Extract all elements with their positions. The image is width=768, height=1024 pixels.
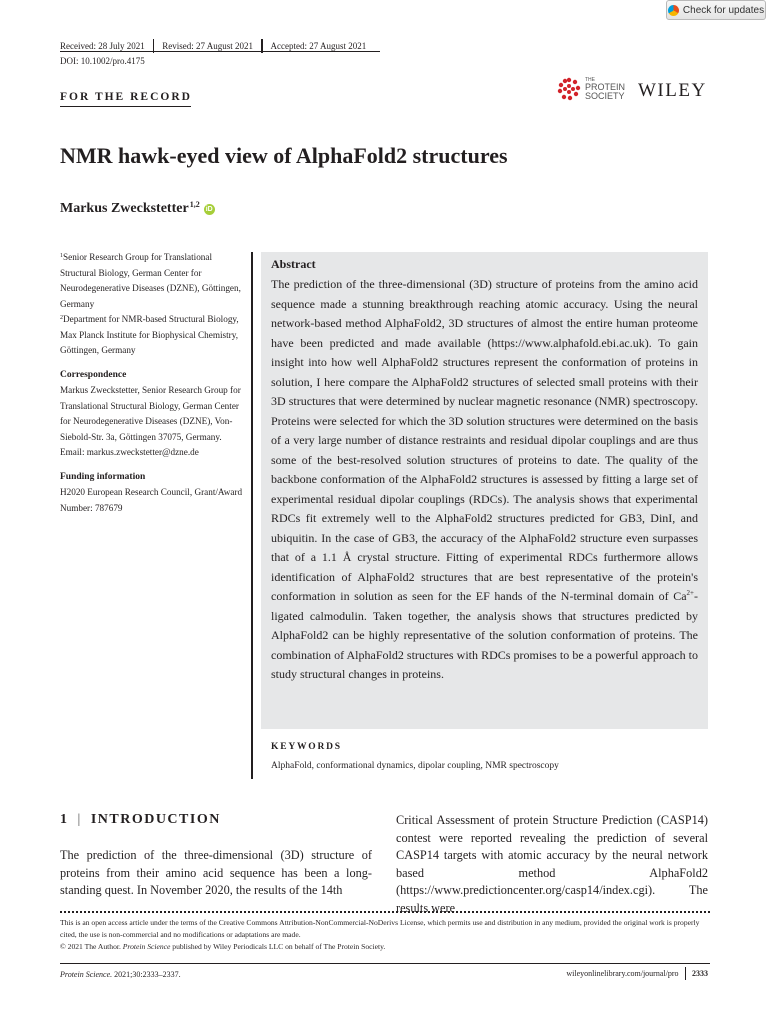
footer-right (566, 967, 708, 980)
author (60, 201, 215, 217)
license-text: This is an open access article under the terms of the Creative Commons Attribution-NonCommercial-NoDerivs License, which permits use and distribution in any medium, provided the original work is properly cited, the use is non-commercial and no modifications or adaptations are made. © 2021 The Author. Protein Science published by Wiley Periodicals LLC on behalf of The Protein Society. (60, 918, 700, 951)
wiley-logo: WILEY (638, 80, 707, 101)
footer-journal: Protein Science. (60, 970, 113, 979)
footer-separator (685, 967, 687, 980)
author-name: Markus Zweckstetter (60, 201, 189, 216)
funding-text: H2020 European Research Council, Grant/Award Number: 787679 (60, 487, 243, 513)
received-date: Received: 28 July 2021 (60, 41, 145, 51)
section-rule (60, 106, 191, 107)
protein-society-logo (557, 77, 625, 101)
author-affiliation-marks: 1,2 (189, 200, 200, 209)
funding-heading: Funding information (60, 471, 146, 482)
article-title: NMR hawk-eyed view of AlphaFold2 structures (60, 143, 508, 168)
license-line-1: This is an open access article under the terms of the Creative Commons Attribution-NonCommercial-NoDerivs License, which permits use and distribution in any medium, provided the original work is properly cited, the use is non-commercial and no modifications or adaptations are made. (60, 918, 700, 939)
protein-society-wordmark: THE PROTEIN SOCIETY (585, 77, 626, 101)
check-for-updates-button[interactable] (666, 0, 766, 20)
accepted-date: Accepted: 27 August 2021 (270, 41, 367, 51)
keywords-text: AlphaFold, conformational dynamics, dipolar coupling, NMR spectroscopy (271, 761, 559, 771)
footer-rule (60, 963, 710, 964)
correspondence-heading: Correspondence (60, 369, 127, 380)
correspondence-email[interactable]: Email: markus.zweckstetter@dzne.de (60, 447, 199, 457)
footer-url[interactable]: wileyonlinelibrary.com/journal/pro (566, 969, 679, 978)
crossmark-icon (668, 5, 679, 16)
intro-text-right: Critical Assessment of protein Structure Prediction (CASP14) contest were reported revealing the prediction of several CASP14 targets with atomic accuracy by the neural network based method AlphaFold2 (https://www.predictioncenter.org/casp14/index.cgi). The results were (396, 813, 708, 915)
intro-text-left: The prediction of the three-dimensional (3D) structure of proteins from their amino acid sequence has been a long-standing quest. In November 2020, the results of the 14th (60, 848, 372, 897)
affiliation-2: $^2$Department for NMR-based Structural Biology, Max Planck Institute for Biophysical Chemistry, Göttingen, Germany (60, 314, 239, 355)
footer-volume: 2021;30:2333–2337. (112, 970, 181, 979)
footer-citation (60, 970, 181, 979)
intro-section-number: 1 (60, 812, 69, 827)
abstract-heading: Abstract (271, 257, 316, 271)
protein-society-icon (557, 77, 581, 101)
left-column (60, 250, 248, 516)
abstract-box (261, 252, 708, 729)
license-divider (60, 911, 710, 913)
abstract-text: The prediction of the three-dimensional (3D) structure of proteins from the amino acid sequence made a stunning breakthrough reaching atomic accuracy. Using the neural network-based method AlphaFold2, 3D structures of almost the entire human proteome have been predicted and made available (https://www.alphafold.ebi.ac.uk). To gain insight into how well AlphaFold2 structures represent the conformation of proteins in solution, I here compare the AlphaFold2 structures of selected small proteins with their 3D structures that were determined by nuclear magnetic resonance (NMR) spectroscopy. Proteins were selected for which the 3D solution structures were determined on the basis of a very large number of distance restraints and residual dipolar couplings and are thus some of the best-resolved solution structures of proteins to date. The quality of the backbone conformation of the AlphaFold2 structures is assessed by fitting a large set of experimental residual dipolar couplings (RDCs). The analysis shows that experimental RDCs fit extremely well to the AlphaFold2 structures predicted for GB3, DinI, and ubiquitin. In the case of GB3, the accuracy of the AlphaFold2 structure even surpasses that of a 1.1 Å crystal structure. Fitting of experimental RDCs furthermore allows identification of AlphaFold2 structures that are best representative of the protein's conformation in solution as seen for the EF hands of the N-terminal domain of $Ca^{2+}$-ligated calmodulin. Taken together, the analysis shows that structures predicted by AlphaFold2 can be highly representative of the solution conformation of proteins. The combination of AlphaFold2 structures with RDCs promises to be a powerful approach to study structural changes in proteins. (271, 277, 698, 681)
header-rule (60, 51, 380, 52)
affiliation-1: $^1$Senior Research Group for Translational Structural Biology, German Center for Neurodegenerative Diseases (DZNE), Göttingen, Germany (60, 252, 241, 309)
correspondence-text: Markus Zweckstetter, Senior Research Group for Translational Structural Biology, German Center for Neurodegenerative Diseases (DZNE), Von-Siebold-Str. 3a, Göttingen 37075, Germany. (60, 385, 241, 442)
page-number: 2333 (692, 969, 708, 978)
column-divider (251, 252, 253, 779)
heading-separator: | (77, 812, 82, 827)
doi[interactable]: DOI: 10.1002/pro.4175 (60, 56, 145, 66)
orcid-icon[interactable]: iD (205, 205, 213, 213)
keywords-heading: KEYWORDS (271, 742, 342, 752)
revised-date: Revised: 27 August 2021 (162, 41, 254, 51)
intro-section-title: INTRODUCTION (90, 812, 221, 827)
intro-heading (60, 812, 221, 828)
section-label: FOR THE RECORD (60, 91, 192, 103)
check-for-updates-label: Check for updates (682, 4, 765, 16)
